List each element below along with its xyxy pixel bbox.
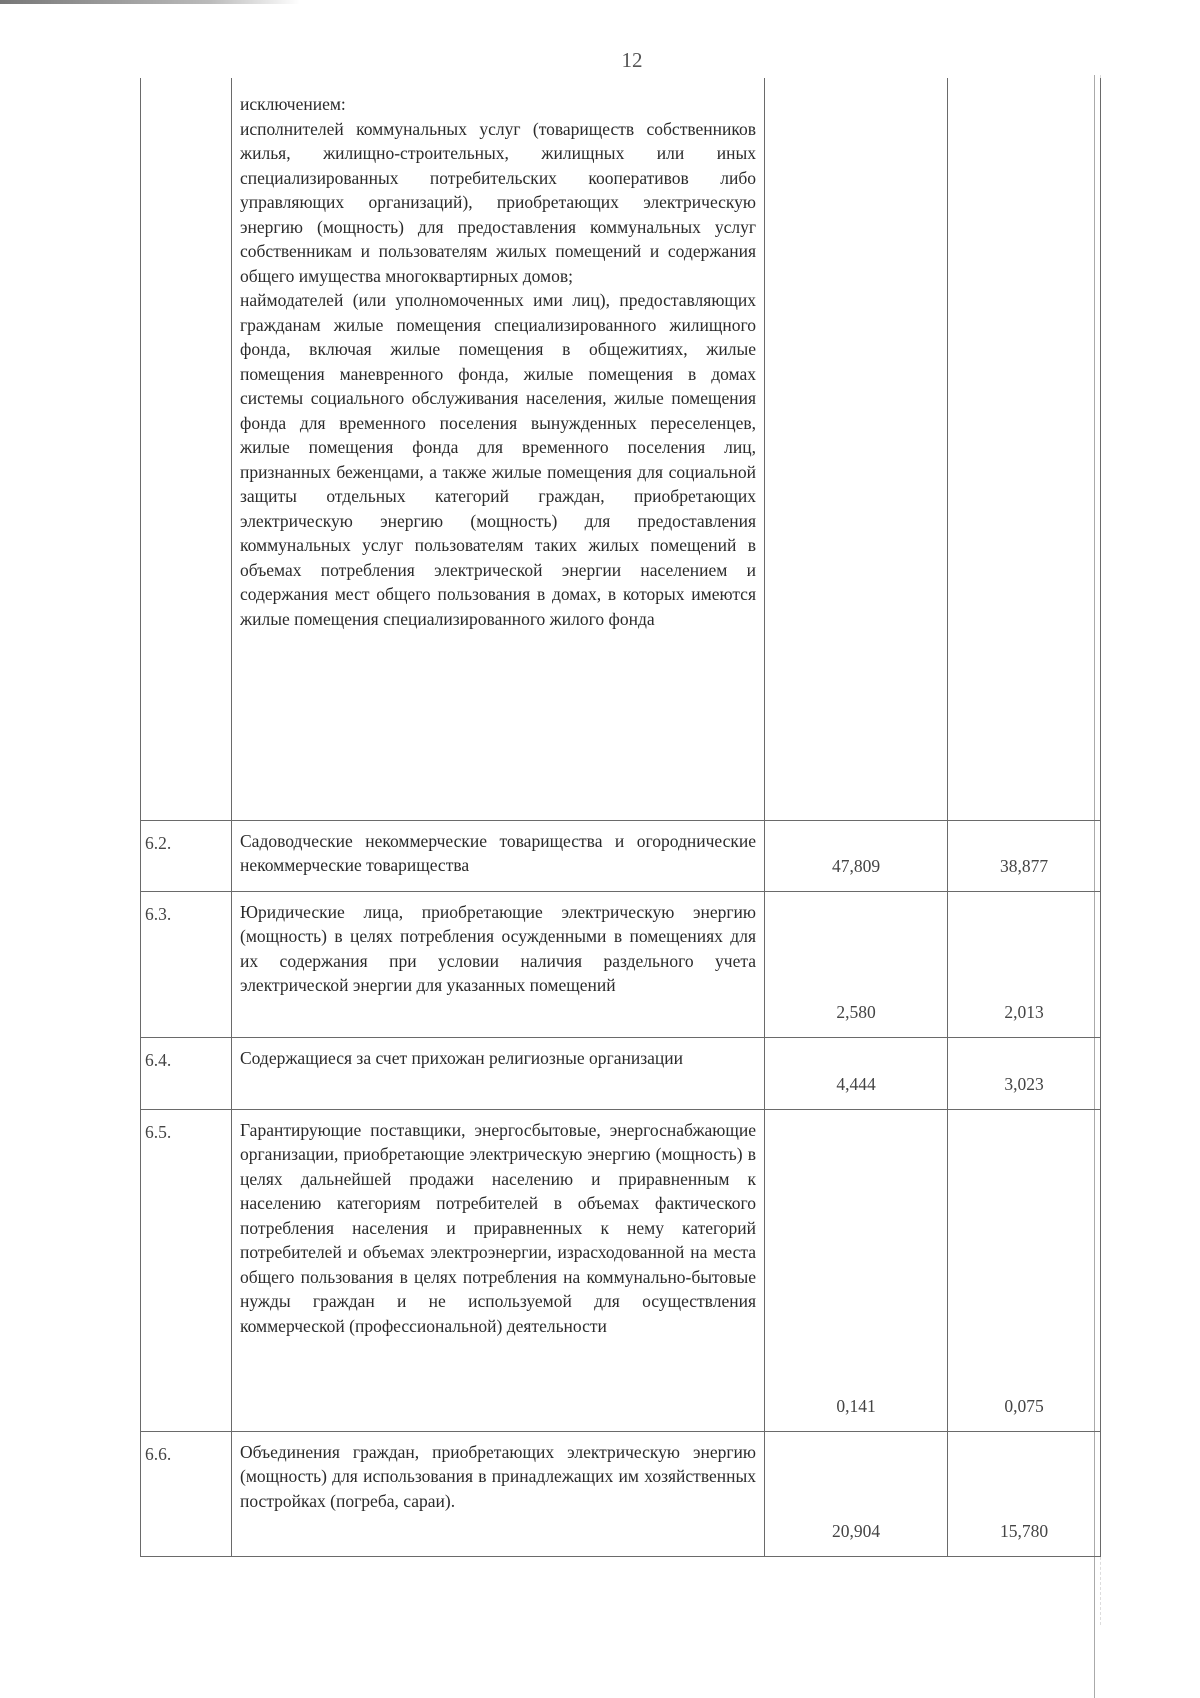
row-value-1: 0,141: [765, 1109, 948, 1431]
table-row: [141, 820, 1101, 891]
table-row: [141, 1431, 1101, 1556]
row-value-1: 2,580: [765, 891, 948, 1037]
table-row: [141, 891, 1101, 1037]
row-value-2: 15,780: [948, 1431, 1101, 1556]
row-value-2: 3,023: [948, 1037, 1101, 1109]
row-number: 6.2.: [141, 820, 232, 891]
table-row: [141, 1109, 1101, 1431]
description-paragraph: Садоводческие некоммерческие товарищества и огороднические некоммерческие товарищества: [240, 830, 756, 875]
description-paragraph: Юридические лица, приобретающие электрическую энергию (мощность) в целях потребления осужденными в помещениях для их содержания при условии наличия раздельного учета электрической энергии для указанных помещений: [240, 901, 756, 995]
row-number: 6.3.: [141, 891, 232, 1037]
tariff-table: [140, 78, 1101, 1557]
row-value-1: 4,444: [765, 1037, 948, 1109]
row-value-1: [765, 78, 948, 820]
row-description: [232, 1431, 765, 1556]
row-description: [232, 820, 765, 891]
row-value-1: 47,809: [765, 820, 948, 891]
row-description: [232, 1109, 765, 1431]
table-row: [141, 1037, 1101, 1109]
row-number: [141, 78, 232, 820]
row-value-2: 38,877: [948, 820, 1101, 891]
description-paragraph: исполнителей коммунальных услуг (товариществ собственников жилья, жилищно-строительных, жилищных или иных специализированных потребительских кооперативов либо управляющих организаций), приобретающих электрическую энергию (мощность) для предоставления коммунальных услуг собственникам и пользователям жилых помещений и содержания общего имущества многоквартирных домов;: [240, 118, 756, 286]
row-value-2: [948, 78, 1101, 820]
description-paragraph: Гарантирующие поставщики, энергосбытовые, энергоснабжающие организации, приобретающие электрическую энергию (мощность) в целях дальнейшей продажи населению и приравненным к населению категориям потребителей в объемах фактического потребления населения и приравненных к нему категорий потребителей и объемах электроэнергии, израсходованной на места общего пользования в целях потребления на коммунально-бытовые нужды граждан и не используемой для осуществления коммерческой (профессиональной) деятельности: [240, 1119, 756, 1336]
row-description: [232, 891, 765, 1037]
description-paragraph: наймодателей (или уполномоченных ими лиц), предоставляющих гражданам жилые помещения специализированного жилищного фонда, включая жилые помещения в общежитиях, жилые помещения маневренного фонда, жилые помещения в домах системы социального обслуживания населения, жилые помещения фонда для временного поселения вынужденных переселенцев, жилые помещения фонда для временного поселения лиц, признанных беженцами, а также жилые помещения для социальной защиты отдельных категорий граждан, приобретающих электрическую энергию (мощность) для предоставления коммунальных услуг пользователям таких жилых помещений в объемах потребления электрической энергии населением и содержания мест общего пользования в домах, в которых имеются жилые помещения специализированного жилого фонда: [240, 290, 756, 629]
table-row: [141, 78, 1101, 820]
description-paragraph: исключением:: [240, 94, 346, 114]
description-paragraph: Содержащиеся за счет прихожан религиозные организации: [240, 1047, 684, 1068]
description-paragraph: Объединения граждан, приобретающих электрическую энергию (мощность) для использования в принадлежащих им хозяйственных постройках (погреба, сараи).: [240, 1441, 756, 1511]
scan-edge-mark: [0, 0, 300, 4]
row-number: 6.5.: [141, 1109, 232, 1431]
page-number: 12: [621, 48, 643, 72]
row-value-2: 2,013: [948, 891, 1101, 1037]
row-value-2: 0,075: [948, 1109, 1101, 1431]
row-number: 6.4.: [141, 1037, 232, 1109]
row-description: [232, 78, 765, 820]
row-value-1: 20,904: [765, 1431, 948, 1556]
row-description: [232, 1037, 765, 1109]
row-number: 6.6.: [141, 1431, 232, 1556]
